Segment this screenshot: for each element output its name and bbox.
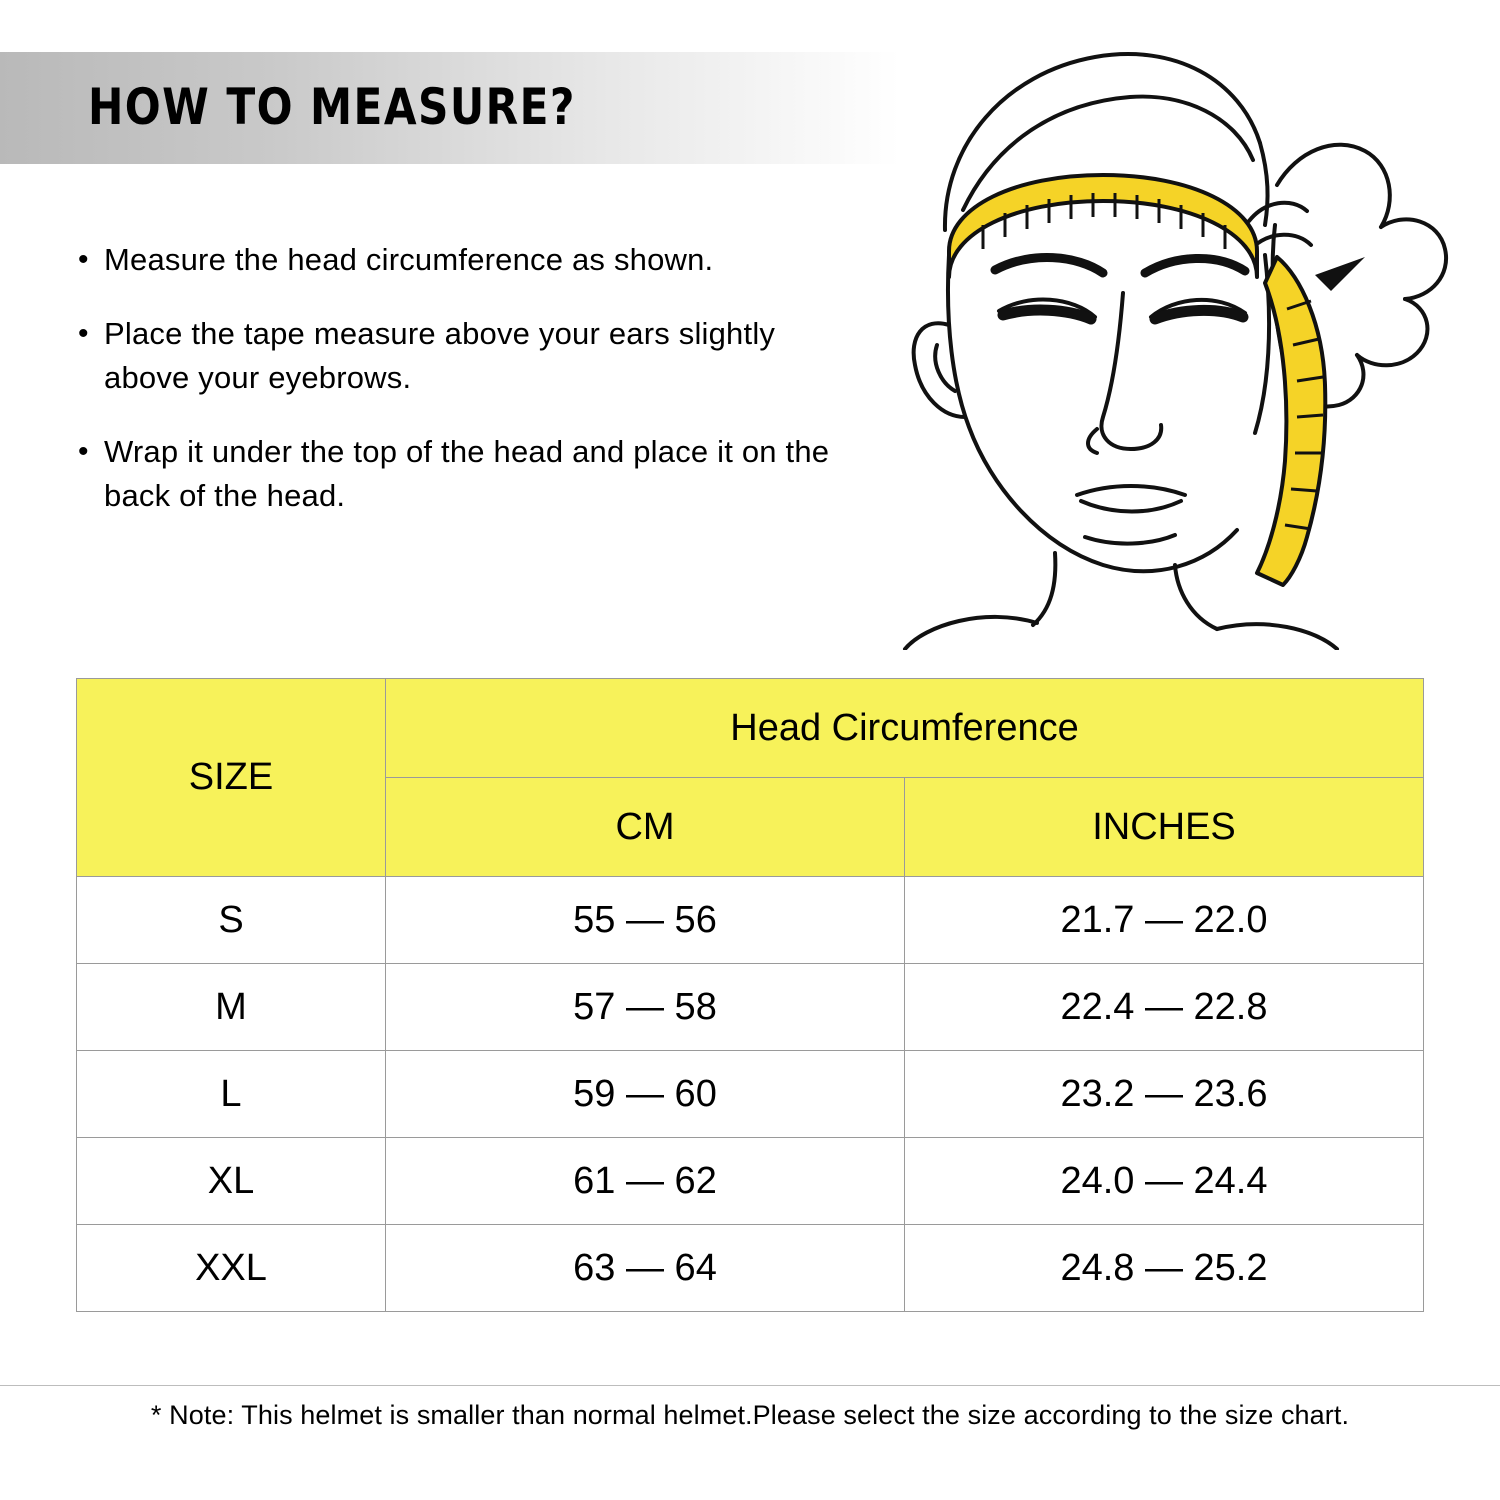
cell-inches: 24.8 — 25.2 bbox=[905, 1225, 1424, 1312]
column-header-inches: INCHES bbox=[905, 778, 1424, 877]
bullet-icon: • bbox=[78, 243, 89, 276]
cell-size: XL bbox=[77, 1138, 386, 1225]
list-item bbox=[78, 312, 838, 400]
instruction-text: Place the tape measure above your ears slightly above your eyebrows. bbox=[104, 316, 776, 395]
bullet-icon: • bbox=[78, 435, 89, 468]
cell-cm: 63 — 64 bbox=[386, 1225, 905, 1312]
bullet-icon: • bbox=[78, 317, 89, 350]
size-chart-table bbox=[76, 678, 1424, 1312]
cell-cm: 55 — 56 bbox=[386, 877, 905, 964]
cell-size: L bbox=[77, 1051, 386, 1138]
cell-cm: 57 — 58 bbox=[386, 964, 905, 1051]
cell-inches: 22.4 — 22.8 bbox=[905, 964, 1424, 1051]
cell-cm: 59 — 60 bbox=[386, 1051, 905, 1138]
page-title: HOW TO MEASURE? bbox=[88, 78, 576, 136]
column-header-size: SIZE bbox=[77, 679, 386, 877]
table-header bbox=[77, 679, 1424, 877]
cell-size: M bbox=[77, 964, 386, 1051]
instruction-text: Wrap it under the top of the head and place it on the back of the head. bbox=[104, 434, 830, 513]
instructions-list bbox=[78, 238, 838, 548]
divider bbox=[0, 1385, 1500, 1386]
table-row bbox=[77, 964, 1424, 1051]
column-header-cm: CM bbox=[386, 778, 905, 877]
table-body bbox=[77, 877, 1424, 1312]
list-item bbox=[78, 238, 838, 282]
cell-size: XXL bbox=[77, 1225, 386, 1312]
cell-inches: 21.7 — 22.0 bbox=[905, 877, 1424, 964]
instruction-text: Measure the head circumference as shown. bbox=[104, 242, 714, 277]
table-row bbox=[77, 1051, 1424, 1138]
footer-note: * Note: This helmet is smaller than normal helmet.Please select the size according to the size chart. bbox=[150, 1400, 1350, 1430]
list-item bbox=[78, 430, 838, 518]
cell-cm: 61 — 62 bbox=[386, 1138, 905, 1225]
table-row bbox=[77, 1225, 1424, 1312]
table-row bbox=[77, 1138, 1424, 1225]
column-group-header-head-circumference: Head Circumference bbox=[386, 679, 1424, 778]
cell-size: S bbox=[77, 877, 386, 964]
cell-inches: 24.0 — 24.4 bbox=[905, 1138, 1424, 1225]
head-measurement-illustration bbox=[845, 25, 1485, 650]
cell-inches: 23.2 — 23.6 bbox=[905, 1051, 1424, 1138]
table-row bbox=[77, 877, 1424, 964]
